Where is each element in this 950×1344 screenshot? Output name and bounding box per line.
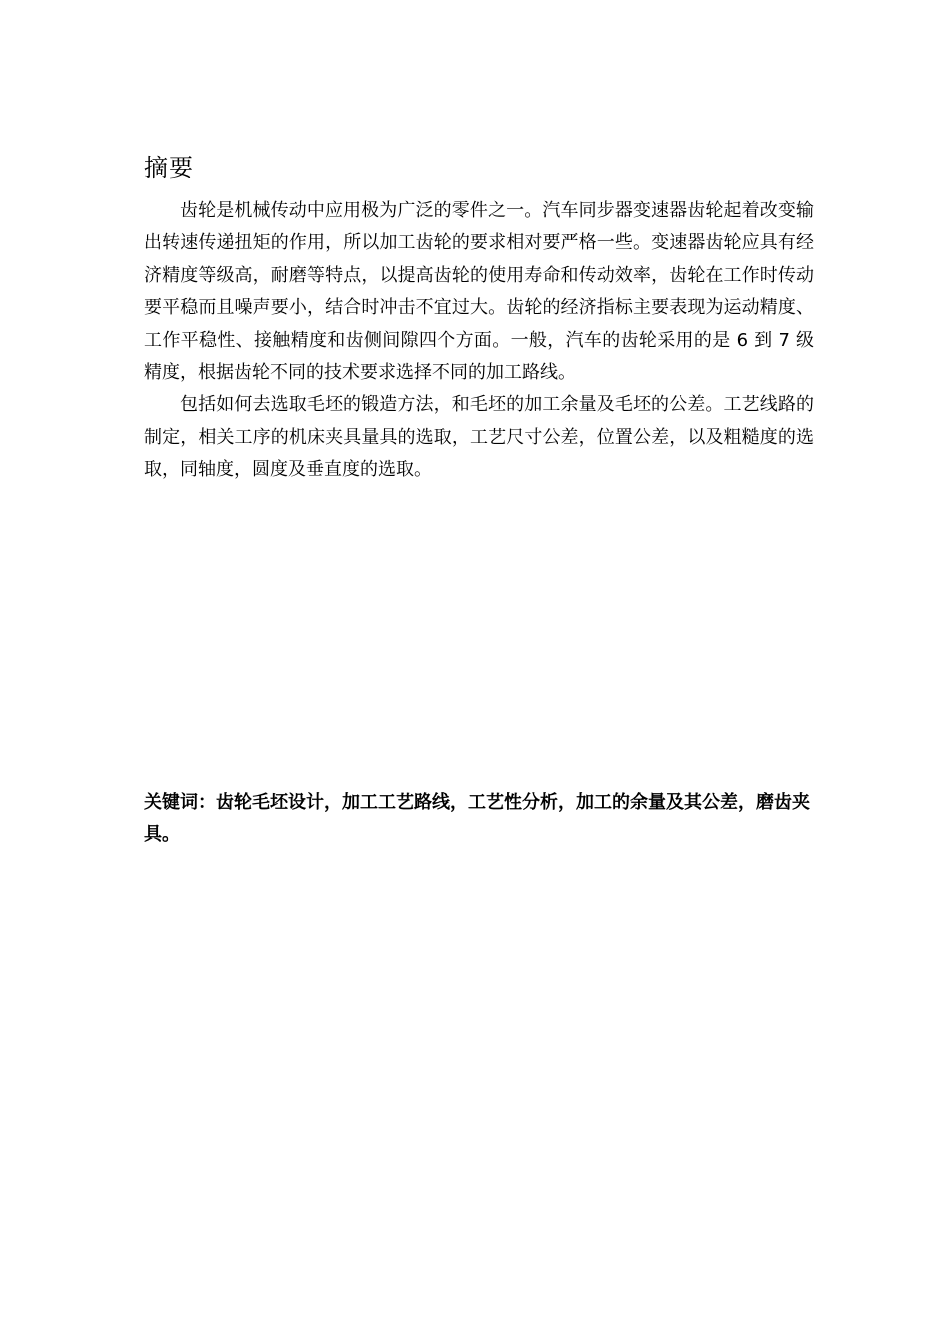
abstract-paragraph-1: 齿轮是机械传动中应用极为广泛的零件之一。汽车同步器变速器齿轮起着改变输出转速传递扭矩的作用，所以加工齿轮的要求相对要严格一些。变速器齿轮应具有经济精度等级高，耐磨等特点，以提高齿轮的使用寿命和传动效率，齿轮在工作时传动要平稳而且噪声要小，结合时冲击不宜过大。齿轮的经济指标主要表现为运动精度、工作平稳性、接触精度和齿侧间隙四个方面。一般，汽车的齿轮采用的是 6 到 7 级精度，根据齿轮不同的技术要求选择不同的加工路线。 (144, 200, 814, 384)
abstract-body (144, 195, 814, 487)
abstract-paragraph-2: 包括如何去选取毛坯的锻造方法，和毛坯的加工余量及毛坯的公差。工艺线路的制定，相关工序的机床夹具量具的选取，工艺尺寸公差，位置公差，以及粗糙度的选取，同轴度，圆度及垂直度的选取。 (144, 394, 814, 481)
abstract-heading: 摘要 (144, 154, 194, 182)
keywords-line: 关键词：齿轮毛坯设计，加工工艺路线，工艺性分析，加工的余量及其公差，磨齿夹具。 (144, 792, 810, 846)
